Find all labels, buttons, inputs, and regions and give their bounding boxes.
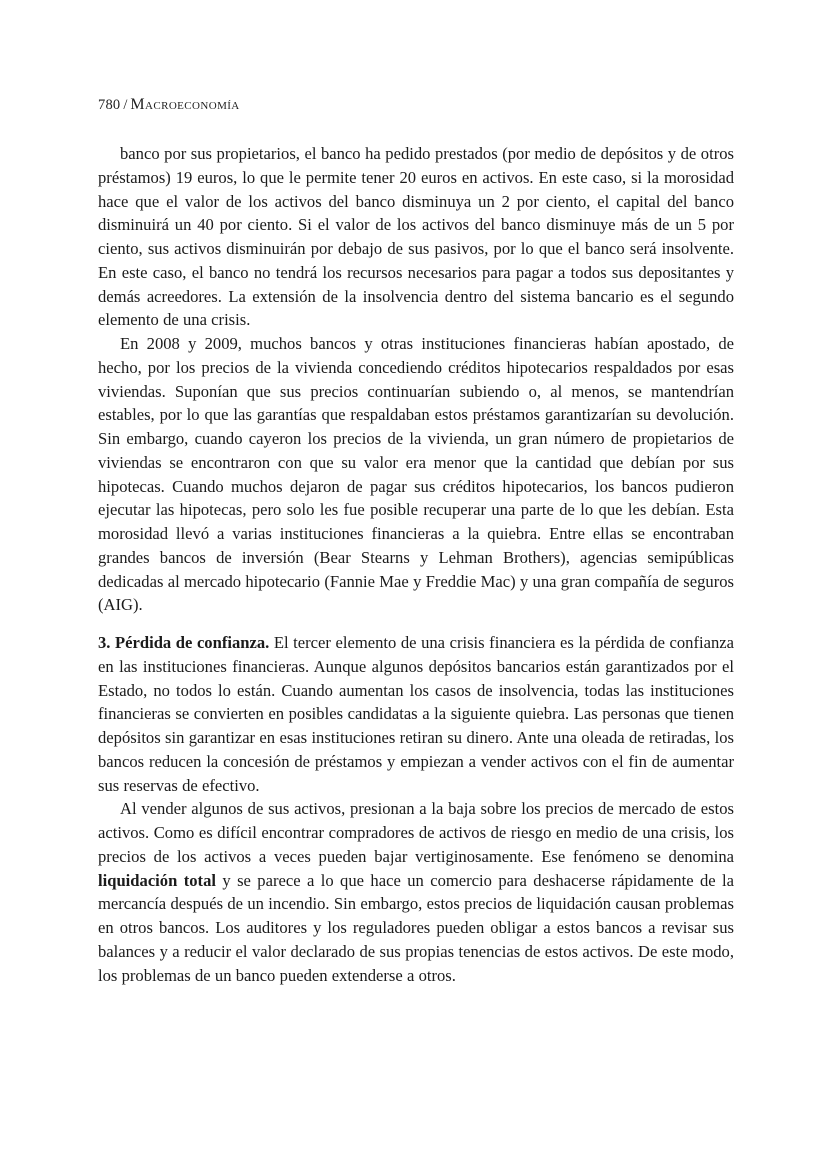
text-run: El tercer elemento de una crisis financiera es la pérdida de confianza en las instituciones financieras. Aunque algunos depósitos bancarios están garantizados por el Estado, no todos lo están. Cuando aumentan los casos de insolvencia, todas las instituciones financieras se convierten en posibles candidatas a la siguiente quiebra. Las personas que tienen depósitos sin garantizar en esas instituciones retiran su dinero. Ante una oleada de retiradas, los bancos reducen la concesión de préstamos y empiezan a vender activos con el fin de aumentar sus reservas de efectivo. bbox=[98, 633, 734, 795]
header-separator: / bbox=[123, 97, 128, 113]
paragraph bbox=[98, 797, 734, 987]
bold-term: liquidación total bbox=[98, 870, 216, 890]
paragraph bbox=[98, 332, 734, 617]
book-title: Macroeconomía bbox=[130, 96, 240, 113]
text-run: En 2008 y 2009, muchos bancos y otras instituciones financieras habían apostado, de hecho, por los precios de la vivienda concediendo créditos hipotecarios respaldados por esas viviendas. Suponían que sus precios continuarían subiendo o, al menos, se mantendrían estables, por lo que las garantías que respaldaban estos préstamos garantizarían su devolución. Sin embargo, cuando cayeron los precios de la vivienda, un gran número de propietarios de viviendas se encontraron con que su valor era menor que la cantidad que debían por sus hipotecas. Cuando muchos dejaron de pagar sus créditos hipotecarios, los bancos pudieron ejecutar las hipotecas, pero solo les fue posible recuperar una parte de lo que les debían. Esta morosidad llevó a varias instituciones financieras a la quiebra. Entre ellas se encontraban grandes bancos de inversión (Bear Stearns y Lehman Brothers), agencias semipúblicas dedicadas al mercado hipotecario (Fannie Mae y Freddie Mac) y una gran compañía de seguros (AIG). bbox=[98, 334, 734, 615]
paragraph bbox=[98, 142, 734, 332]
text-run: banco por sus propietarios, el banco ha pedido prestados (por medio de depósitos y de otros préstamos) 19 euros, lo que le permite tener 20 euros en activos. En este caso, si la morosidad hace que el valor de los activos del banco disminuya un 2 por ciento, el capital del banco disminuirá un 40 por ciento. Si el valor de los activos del banco disminuye más de un 5 por ciento, sus activos disminuirán por debajo de sus pasivos, por lo que el banco será insolvente. En este caso, el banco no tendrá los recursos necesarios para pagar a todos sus depositantes y demás acreedores. La extensión de la insolvencia dentro del sistema bancario es el segundo elemento de una crisis. bbox=[98, 144, 734, 330]
running-header bbox=[98, 96, 734, 114]
body-text-column bbox=[98, 142, 734, 987]
text-run: y se parece a lo que hace un comercio para deshacerse rápidamente de la mercancía después de un incendio. Sin embargo, estos precios de liquidación causan problemas en otros bancos. Los auditores y los reguladores pueden obligar a estos bancos a revisar sus balances y a reducir el valor declarado de sus propias tenencias de estos activos. De este modo, los problemas de un banco pueden extenderse a otros. bbox=[98, 870, 734, 985]
page-number: 780 bbox=[98, 97, 121, 113]
paragraph bbox=[98, 631, 734, 797]
bold-term: 3. Pérdida de confianza. bbox=[98, 633, 270, 652]
text-run: Al vender algunos de sus activos, presionan a la baja sobre los precios de mercado de estos activos. Como es difícil encontrar compradores de activos de riesgo en medio de una crisis, los precios de los activos a veces pueden bajar vertiginosamente. Ese fenómeno se denomina bbox=[98, 799, 734, 866]
